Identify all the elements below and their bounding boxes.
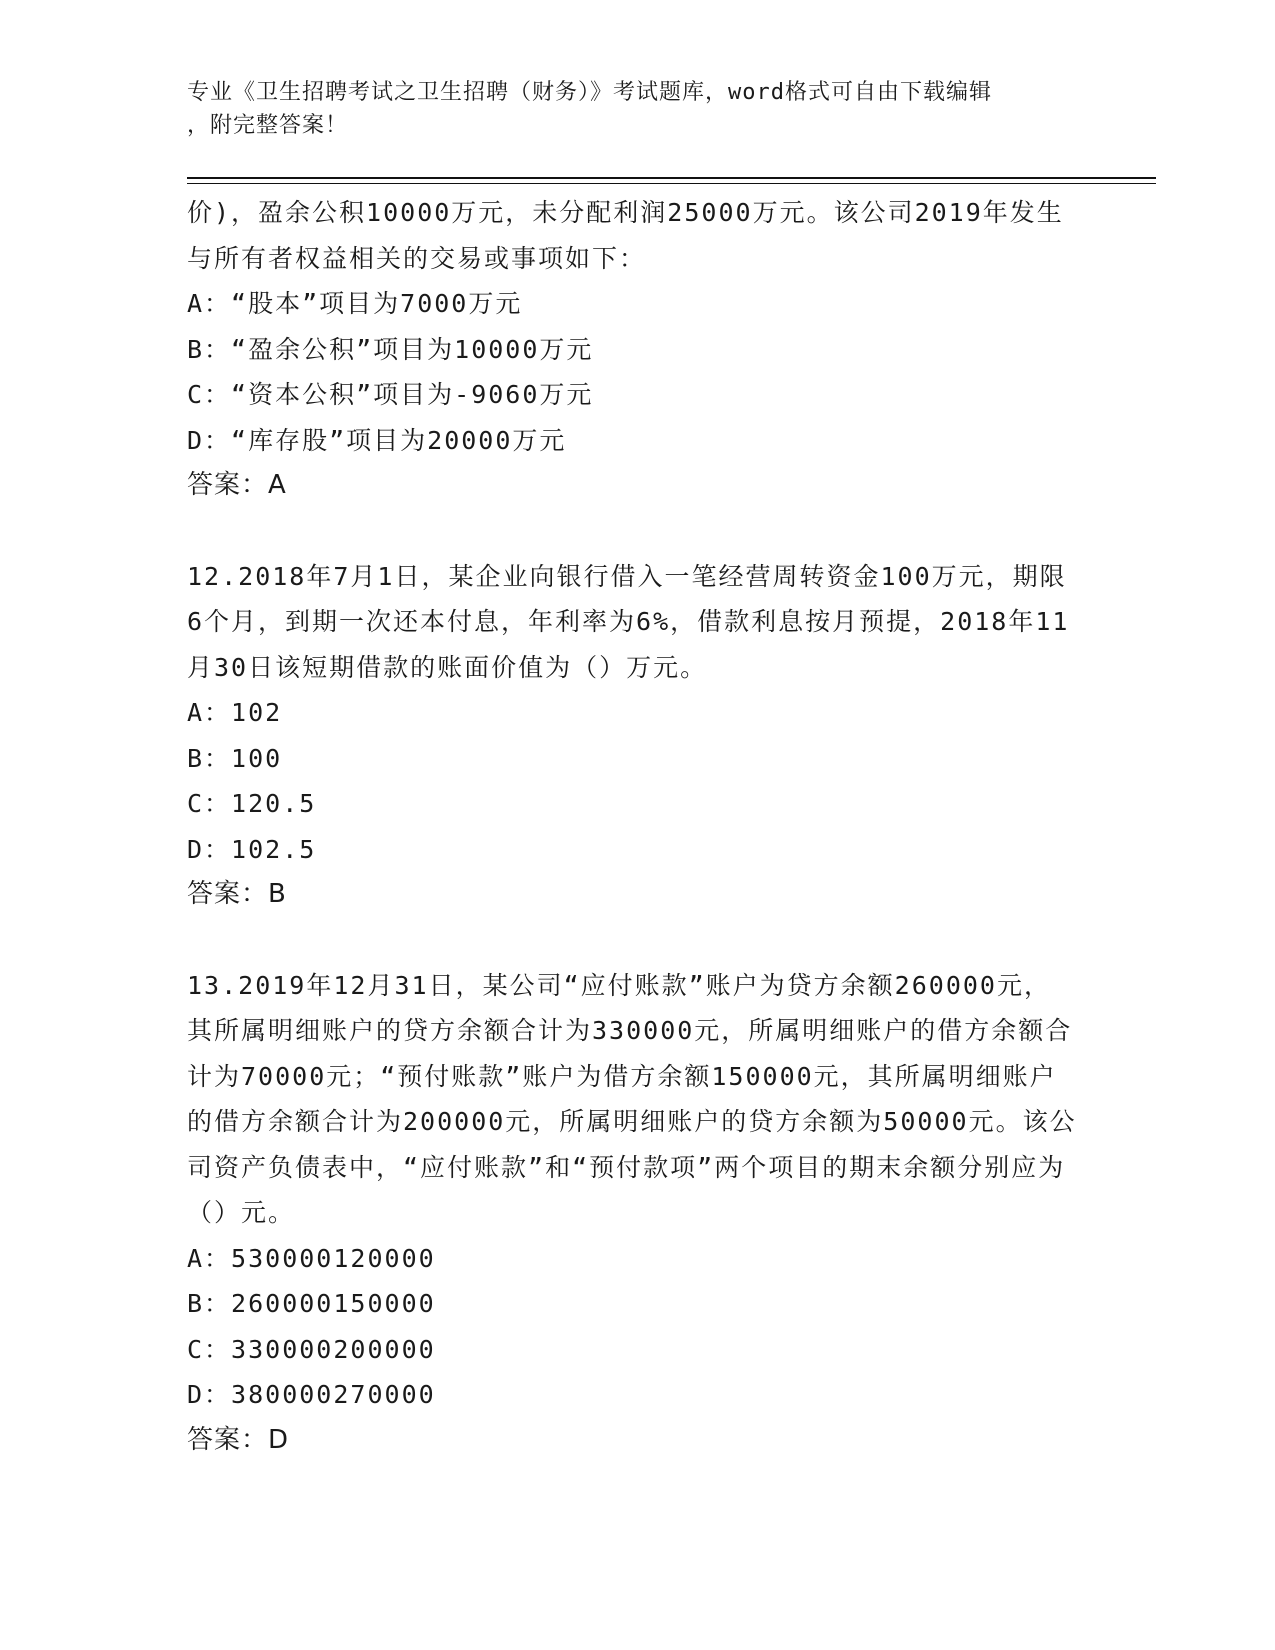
question-12 (187, 554, 1077, 918)
question-12-option-a: A：102 (187, 698, 283, 727)
question-13-option-a: A：530000120000 (187, 1243, 436, 1273)
question-13-option-d: D：380000270000 (187, 1380, 436, 1409)
header-line-1: 专业《卫生招聘考试之卫生招聘（财务）》考试题库，word格式可自由下载编辑 (187, 80, 992, 105)
question-11-option-d: D：“库存股”项目为20000万元 (187, 425, 567, 455)
header-line-2: ，附完整答案！ (187, 113, 349, 138)
question-11-answer: 答案：A (187, 470, 287, 500)
question-12-option-d: D：102.5 (187, 834, 317, 864)
question-11-option-c: C：“资本公积”项目为-9060万元 (187, 380, 594, 409)
spacer (187, 918, 1077, 963)
question-11-text: 价)，盈余公积10000万元，未分配利润25000万元。该公司2019年发生与所有者权益相关的交易或事项如下： (187, 198, 1064, 273)
question-13-option-c: C：330000200000 (187, 1334, 436, 1364)
document-header (187, 76, 1067, 142)
question-13 (187, 963, 1077, 1464)
question-11-option-a: A：“股本”项目为7000万元 (187, 289, 523, 318)
question-13-text: 13.2019年12月31日，某公司“应付账款”账户为贷方余额260000元，其所属明细账户的贷方余额合计为330000元，所属明细账户的借方余额合计为70000元；“预付账款”账户为借方余额150000元，其所属明细账户的借方余额合计为200000元，所属明细账户的贷方余额为50000元。该公司资产负债表中，“应付账款”和“预付款项”两个项目的期末余额分别应为（）元。 (187, 970, 1077, 1227)
question-12-option-b: B：100 (187, 743, 283, 773)
header-rule-thick (187, 177, 1156, 179)
question-12-option-c: C：120.5 (187, 789, 317, 818)
question-12-answer: 答案：B (187, 879, 287, 909)
question-13-option-b: B：260000150000 (187, 1289, 436, 1318)
question-12-text: 12.2018年7月1日，某企业向银行借入一笔经营周转资金100万元，期限6个月，到期一次还本付息，年利率为6%，借款利息按月预提，2018年11月30日该短期借款的账面价值为（）万元。 (187, 561, 1070, 682)
spacer (187, 509, 1077, 554)
question-11 (187, 190, 1077, 509)
question-11-option-b: B：“盈余公积”项目为10000万元 (187, 334, 594, 364)
header-rule-thin (187, 183, 1156, 184)
question-content (187, 190, 1077, 1463)
question-13-answer: 答案：D (187, 1424, 290, 1455)
